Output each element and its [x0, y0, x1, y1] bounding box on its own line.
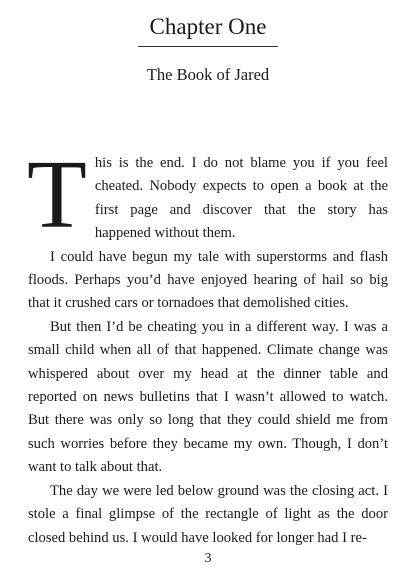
paragraph-2: I could have begun my tale with superstorms and flash floods. Perhaps you’d have enjoyed hearing of hail so big that it crushed cars or tornadoes that demolished cities.: [28, 248, 388, 312]
drop-cap: T: [27, 141, 87, 249]
paragraph-1-text: his is the end. I do not blame you if you feel cheated. Nobody expects to open a book at the first page and discover that the story has happened without them.: [94, 155, 388, 242]
paragraph-4: The day we were led below ground was the closing act. I stole a final glimpse of the rectangle of light as the door closed behind us. I would have looked for longer had I re-: [28, 482, 388, 546]
chapter-title: Chapter One: [149, 14, 267, 39]
paragraph-1: [27, 141, 388, 249]
paragraph-3: But then I’d be cheating you in a different way. I was a small child when all of that happened. Climate change was whispered about over my head at the dinner table and reported on news bulletins that I wasn’t allowed to watch. But there was only so long that they could shield me from such worries before they became my own. Though, I don’t want to talk about that.: [28, 318, 388, 476]
title-divider: [138, 46, 278, 47]
chapter-subtitle: The Book of Jared: [146, 65, 270, 84]
body-text: [27, 141, 388, 550]
page-number: 3: [204, 551, 212, 566]
